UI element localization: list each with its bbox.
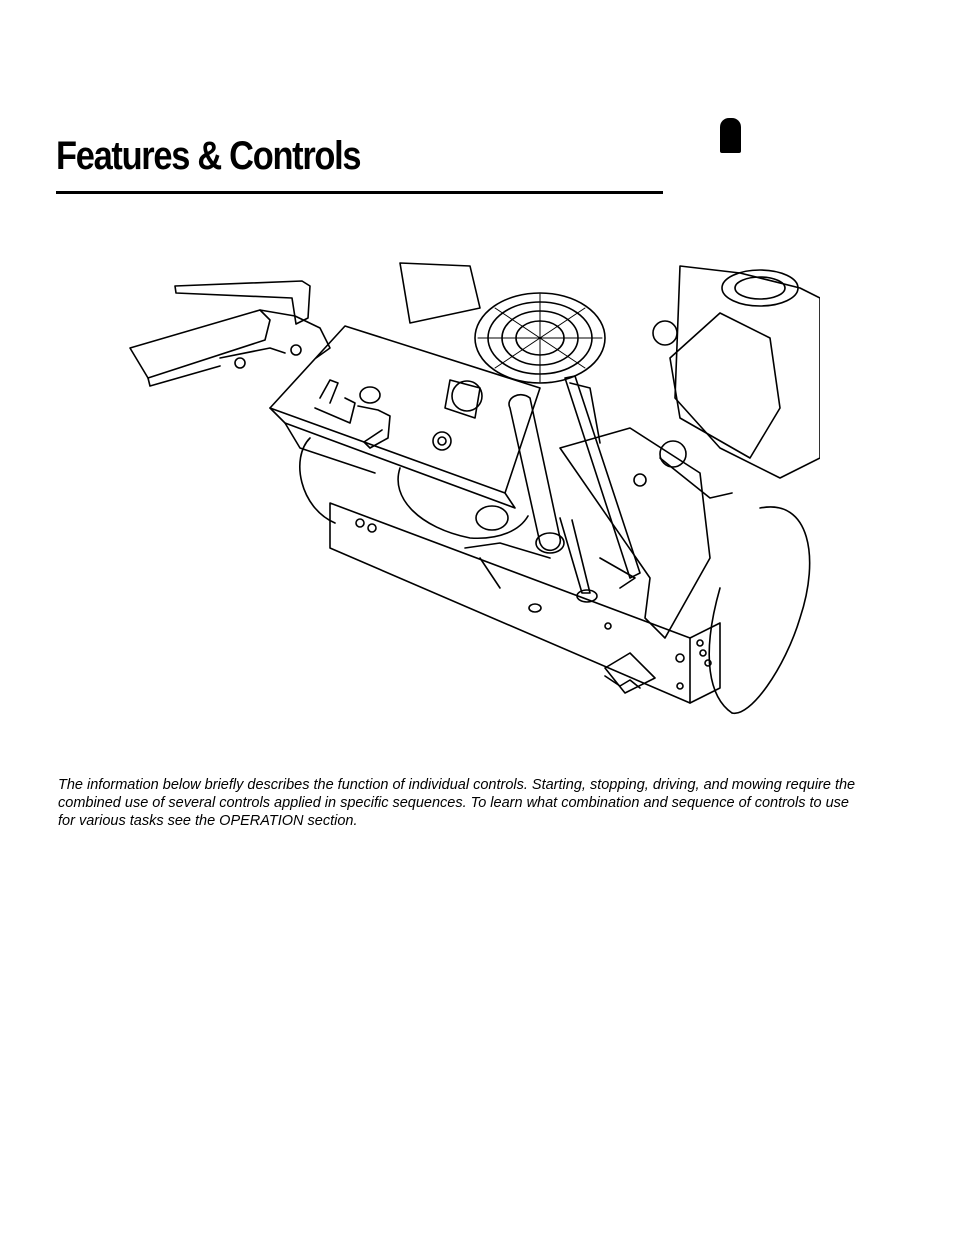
title-rule — [56, 191, 663, 194]
intro-paragraph: The information below briefly describes the function of individual controls. Starting, stopping, driving, and mowing require the combined use of several controls applied in specific sequences. To learn what combination and sequence of controls to use for various tasks see the OPERATION section. — [58, 777, 856, 829]
section-tab-marker — [720, 118, 741, 153]
page-title: Features & Controls — [56, 134, 361, 178]
mower-controls-illustration — [120, 258, 820, 718]
